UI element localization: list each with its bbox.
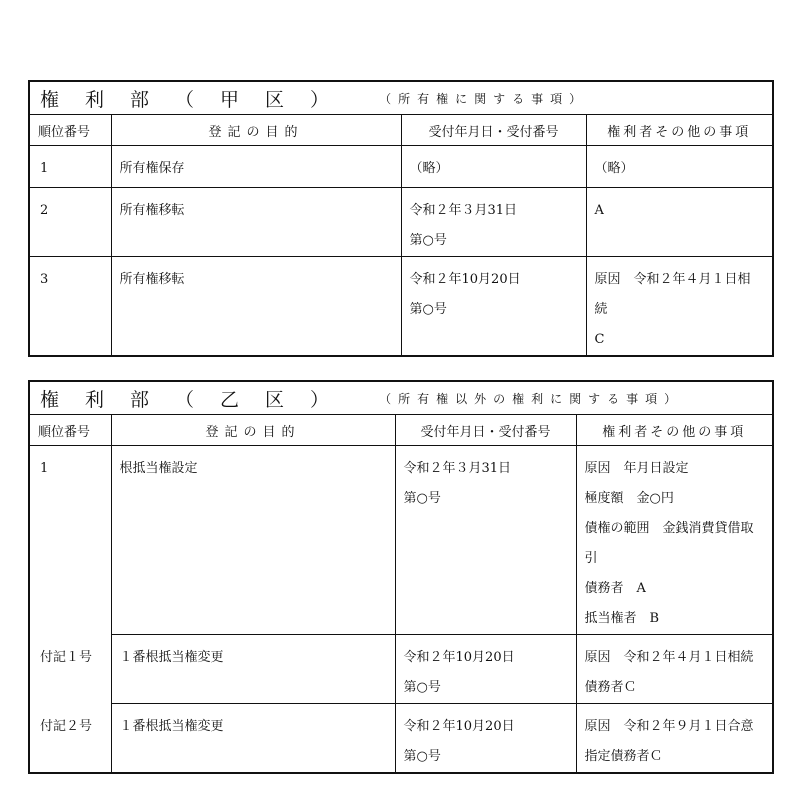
details-line: 抵当権者 B [584, 611, 660, 626]
details-cell [576, 446, 773, 635]
reception-line: （略） [409, 161, 449, 176]
otsu-subtitle: （所有権以外の権利に関する事項） [379, 391, 684, 406]
rank-cell: 2 [29, 188, 111, 257]
otsu-title: 権利部（乙区） [40, 388, 356, 411]
table-row [29, 188, 773, 257]
purpose-cell: 所有権移転 [111, 257, 401, 357]
reception-line: 令和２年10月20日 [403, 719, 515, 734]
details-line: 原因 令和２年９月１日合意 [584, 719, 754, 734]
rank-cell: 付記２号 [29, 704, 111, 774]
purpose-cell: 所有権保存 [111, 146, 401, 188]
details-cell [586, 146, 773, 188]
reception-line: 第○号 [403, 749, 441, 764]
reception-cell [401, 257, 586, 357]
kou-subtitle: （所有権に関する事項） [379, 91, 589, 106]
kou-header-row [29, 115, 773, 146]
details-line: 極度額 金○円 [584, 491, 674, 506]
header-details: 権利者その他の事項 [576, 415, 773, 446]
kou-section-table [28, 80, 774, 357]
details-line: 原因 令和２年４月１日相 [594, 272, 751, 287]
details-line: 続 [594, 302, 608, 317]
header-purpose: 登記の目的 [111, 415, 395, 446]
details-line: 原因 令和２年４月１日相続 [584, 650, 754, 665]
details-cell [586, 188, 773, 257]
reception-cell [395, 446, 576, 635]
table-row [29, 146, 773, 188]
rank-cell: 3 [29, 257, 111, 357]
reception-line: 令和２年10月20日 [409, 272, 521, 287]
reception-cell [395, 704, 576, 774]
kou-title-row [29, 81, 773, 115]
purpose-cell: 所有権移転 [111, 188, 401, 257]
header-reception: 受付年月日・受付番号 [401, 115, 586, 146]
reception-line: 令和２年10月20日 [403, 650, 515, 665]
details-line: 引 [584, 551, 598, 566]
purpose-cell: 根抵当権設定 [111, 446, 395, 635]
details-line: （略） [594, 161, 634, 176]
reception-cell [401, 146, 586, 188]
reception-line: 第○号 [409, 302, 447, 317]
reception-line: 令和２年３月31日 [403, 461, 512, 476]
table-row [29, 704, 773, 774]
otsu-header-row [29, 415, 773, 446]
reception-cell [401, 188, 586, 257]
table-row [29, 635, 773, 704]
reception-line: 第○号 [409, 233, 447, 248]
kou-title: 権利部（甲区） [40, 88, 356, 111]
details-line: C [594, 332, 605, 347]
details-cell [576, 704, 773, 774]
purpose-cell: １番根抵当権変更 [111, 704, 395, 774]
reception-line: 第○号 [403, 680, 441, 695]
details-line: 指定債務者Ｃ [584, 749, 663, 764]
details-line: A [594, 203, 604, 218]
reception-line: 令和２年３月31日 [409, 203, 518, 218]
header-rank: 順位番号 [29, 115, 111, 146]
otsu-section-table [28, 380, 774, 774]
details-line: 原因 年月日設定 [584, 461, 689, 476]
rank-cell: 1 [29, 446, 111, 635]
details-cell [576, 635, 773, 704]
rank-cell: 1 [29, 146, 111, 188]
details-line: 債務者Ｃ [584, 680, 637, 695]
header-rank: 順位番号 [29, 415, 111, 446]
header-purpose: 登記の目的 [111, 115, 401, 146]
reception-line: 第○号 [403, 491, 441, 506]
table-row [29, 446, 773, 635]
purpose-cell: １番根抵当権変更 [111, 635, 395, 704]
reception-cell [395, 635, 576, 704]
header-reception: 受付年月日・受付番号 [395, 415, 576, 446]
table-row [29, 257, 773, 357]
details-line: 債務者 A [584, 581, 646, 596]
otsu-title-row [29, 381, 773, 415]
rank-cell: 付記１号 [29, 635, 111, 704]
header-details: 権利者その他の事項 [586, 115, 773, 146]
details-cell [586, 257, 773, 357]
details-line: 債権の範囲 金銭消費貸借取 [584, 521, 754, 536]
